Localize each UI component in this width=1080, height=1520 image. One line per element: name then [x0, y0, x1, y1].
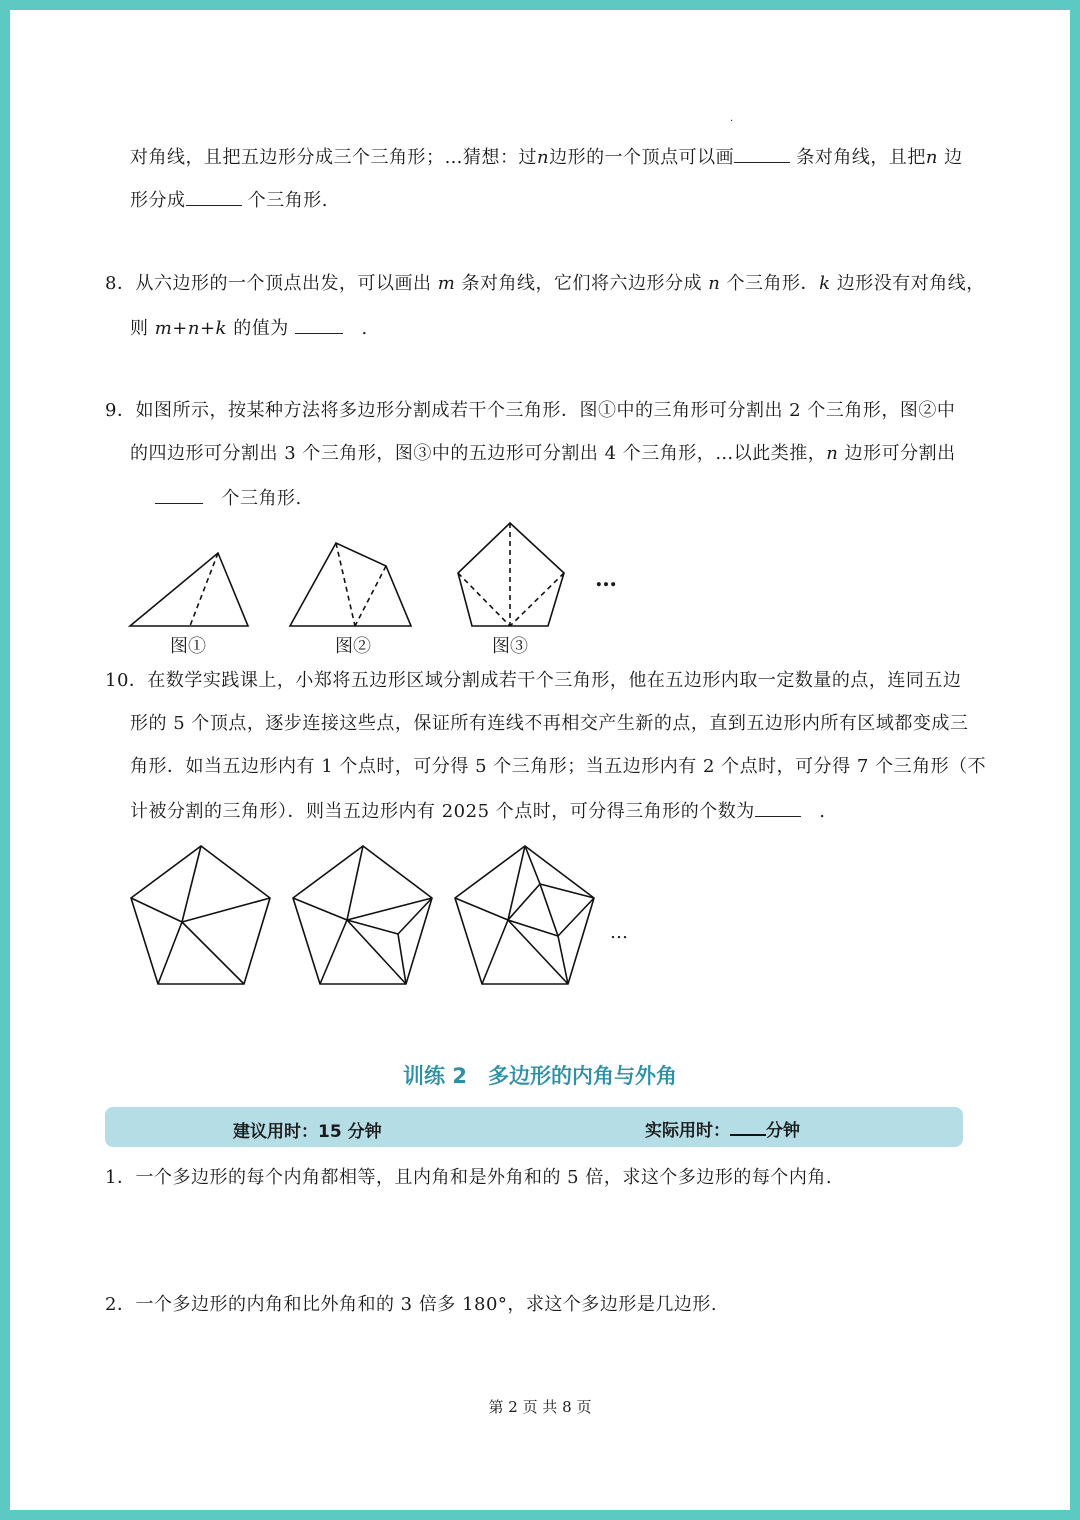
figure-3-pentagon — [458, 523, 564, 626]
q10-line-4 — [130, 798, 825, 824]
problem-1 — [105, 1166, 832, 1190]
q9-figures — [120, 515, 640, 640]
var-n: n — [826, 443, 839, 464]
q7-text: 边形的一个顶点可以画 — [549, 147, 735, 168]
q8-text: 个三角形． — [726, 273, 820, 294]
question-number: 8． — [105, 273, 136, 294]
answer-blank[interactable] — [186, 187, 242, 206]
q7-text: 边 — [944, 147, 963, 168]
q7-text: 条对角线，且把 — [796, 147, 926, 168]
pentagon-two-points — [293, 846, 432, 984]
q9-text: 边形可分割出 — [844, 443, 956, 464]
q10-text: 在数学实践课上，小郑将五边形区域分割成若干个三角形，他在五边形内取一定数量的点，连同五边 — [147, 670, 962, 691]
ellipsis: … — [610, 922, 628, 943]
q10-line-3 — [130, 755, 986, 779]
problem-2 — [105, 1293, 717, 1317]
var-k: k — [819, 273, 831, 294]
answer-blank[interactable] — [734, 144, 790, 163]
answer-blank[interactable] — [155, 485, 203, 504]
dot-mark: · — [730, 116, 734, 127]
q7-line-1 — [130, 144, 963, 170]
figure-1-label: 图① — [170, 636, 206, 657]
actual-time-blank[interactable] — [730, 1118, 766, 1136]
answer-blank[interactable] — [755, 798, 801, 817]
q8-line-2 — [130, 315, 368, 341]
q7-text: 对角线，且把五边形分成三个三角形；…猜想：过 — [130, 147, 537, 168]
q7-line-2 — [130, 187, 328, 213]
var-n: n — [925, 147, 938, 168]
q9-line-1 — [105, 399, 955, 423]
ellipsis: … — [595, 566, 617, 592]
q10-line-1 — [105, 669, 961, 693]
worksheet-page — [10, 10, 1070, 1510]
pentagon-three-points — [455, 846, 594, 984]
q10-text: . — [819, 801, 826, 822]
actual-time — [645, 1116, 800, 1141]
q9-text: 个三角形. — [221, 488, 302, 509]
q7-text: 个三角形. — [247, 190, 328, 211]
time-bar — [105, 1107, 963, 1147]
q9-text: 如图所示，按某种方法将多边形分割成若干个三角形．图①中的三角形可分割出 2 个三角形，图②中 — [135, 400, 956, 421]
answer-blank[interactable] — [295, 315, 343, 334]
q8-text: 的值为 — [233, 318, 289, 339]
question-number: 10． — [105, 670, 148, 691]
q9-text: 的四边形可分割出 3 个三角形，图③中的五边形可分割出 4 个三角形，…以此类推， — [130, 443, 827, 464]
var-n: n — [537, 147, 550, 168]
question-number: 1． — [105, 1167, 136, 1188]
q7-text: 形分成 — [130, 190, 186, 211]
q9-line-2 — [130, 442, 956, 466]
expression: m+n+k — [154, 318, 227, 339]
q10-text: 计被分割的三角形）．则当五边形内有 2025 个点时，可分得三角形的个数为 — [130, 801, 755, 822]
q8-text: 边形没有对角线， — [836, 273, 985, 294]
q10-line-2 — [130, 712, 968, 736]
figure-1-triangle — [130, 553, 248, 626]
q9-line-3 — [155, 485, 302, 511]
q10-text: 形的 5 个顶点，逐步连接这些点，保证所有连线不再相交产生新的点，直到五边形内所有区域都变成三 — [130, 713, 969, 734]
q8-line-1 — [105, 272, 985, 296]
page-footer: 第 2 页 共 8 页 — [488, 1398, 592, 1416]
q8-text: 从六边形的一个顶点出发，可以画出 — [135, 273, 432, 294]
suggested-time: 建议用时：15 分钟 — [233, 1122, 382, 1142]
section-title: 训练 2 多边形的内角与外角 — [403, 1064, 677, 1088]
q8-text: . — [361, 318, 368, 339]
actual-time-unit: 分钟 — [766, 1121, 800, 1141]
q8-text: 条对角线，它们将六边形分成 — [461, 273, 702, 294]
problem-2-text: 一个多边形的内角和比外角和的 3 倍多 180°，求这个多边形是几边形. — [135, 1294, 718, 1315]
var-n: n — [708, 273, 721, 294]
q10-figures — [120, 840, 640, 990]
problem-1-text: 一个多边形的每个内角都相等，且内角和是外角和的 5 倍，求这个多边形的每个内角. — [135, 1167, 833, 1188]
actual-time-label: 实际用时： — [645, 1121, 730, 1141]
figure-2-label: 图② — [335, 636, 371, 657]
q10-text: 角形．如当五边形内有 1 个点时，可分得 5 个三角形；当五边形内有 2 个点时，可分得 7 个三角形（不 — [130, 756, 987, 777]
question-number: 9． — [105, 400, 136, 421]
pentagon-one-point — [131, 846, 270, 984]
figure-3-label: 图③ — [492, 636, 528, 657]
figure-2-quadrilateral — [290, 543, 411, 626]
var-m: m — [437, 273, 456, 294]
q8-text: 则 — [130, 318, 149, 339]
question-number: 2． — [105, 1294, 136, 1315]
